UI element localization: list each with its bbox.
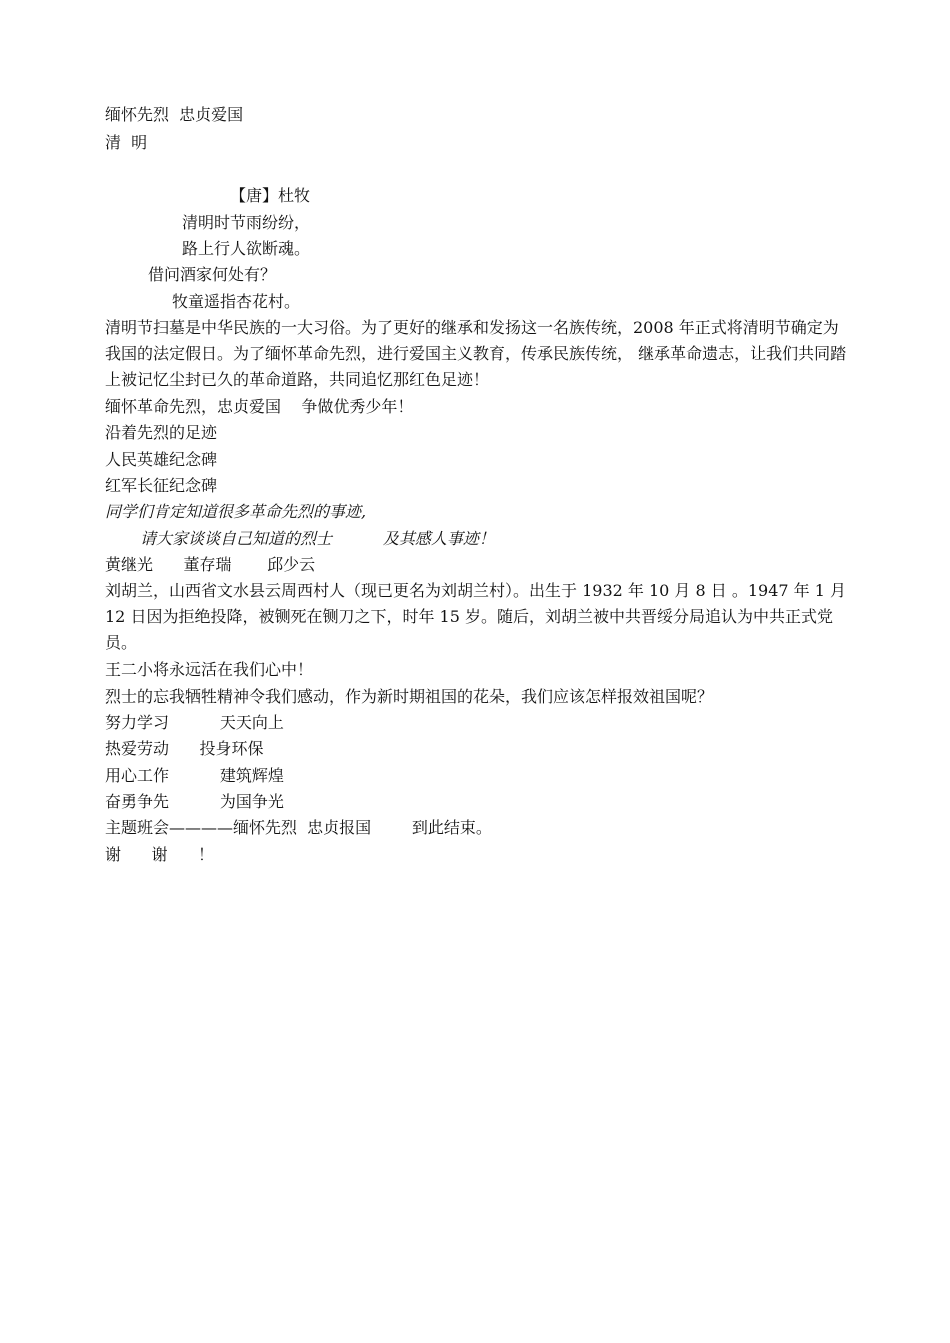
poem-line: 路上行人欲断魂。 (182, 239, 311, 258)
prompt-line: 同学们肯定知道很多革命先烈的事迹, (105, 502, 367, 521)
section-heading: 沿着先烈的足迹 (105, 423, 218, 442)
slogan: 缅怀革命先烈，忠贞爱国 争做优秀少年！ (105, 397, 414, 416)
poem-title: 清 明 (105, 133, 148, 152)
martyr-names: 黄继光 董存瑞 邱少云 (105, 555, 316, 574)
prompt-line: 请大家谈谈自己知道的烈士 及其感人事迹！ (140, 529, 495, 548)
closing-line: 主题班会————缅怀先烈 忠贞报国 到此结束。 (105, 818, 492, 837)
action-item: 奋勇争先 为国争光 (105, 792, 284, 811)
action-item: 努力学习 天天向上 (105, 713, 284, 732)
action-item: 热爱劳动 投身环保 (105, 739, 264, 758)
document-title: 缅怀先烈 忠贞爱国 (105, 105, 244, 124)
action-item: 用心工作 建筑辉煌 (105, 766, 284, 785)
question-line: 烈士的忘我牺牲精神令我们感动，作为新时期祖国的花朵，我们应该怎样报效祖国呢？ (105, 687, 714, 706)
poem-line: 借问酒家何处有？ (148, 265, 277, 284)
liu-hulan-paragraph: 刘胡兰，山西省文水县云周西村人（现已更名为刘胡兰村）。出生于 1932 年 10 月 8 日 。1947 年 1 月 12 日因为拒绝投降，被铡死在铡刀之下，时年 15 岁。随后，刘胡兰被中共晋绥分局追认为中共正式党员。 (105, 581, 847, 652)
wang-erxiao-line: 王二小将永远活在我们心中！ (105, 660, 314, 679)
monument-item: 人民英雄纪念碑 (105, 450, 218, 469)
poem-author: 【唐】杜牧 (230, 186, 311, 205)
intro-paragraph: 清明节扫墓是中华民族的一大习俗。为了更好的继承和发扬这一名族传统，2008 年正式将清明节确定为我国的法定假日。为了缅怀革命先烈，进行爱国主义教育，传承民族传统， 继承革命遗志，让我们共同踏上被记忆尘封已久的革命道路，共同追忆那红色足迹！ (105, 318, 847, 389)
thanks-line: 谢 谢 ！ (105, 845, 215, 864)
poem-line: 清明时节雨纷纷， (182, 213, 311, 232)
poem-line: 牧童遥指杏花村。 (172, 292, 301, 311)
monument-item: 红军长征纪念碑 (105, 476, 218, 495)
